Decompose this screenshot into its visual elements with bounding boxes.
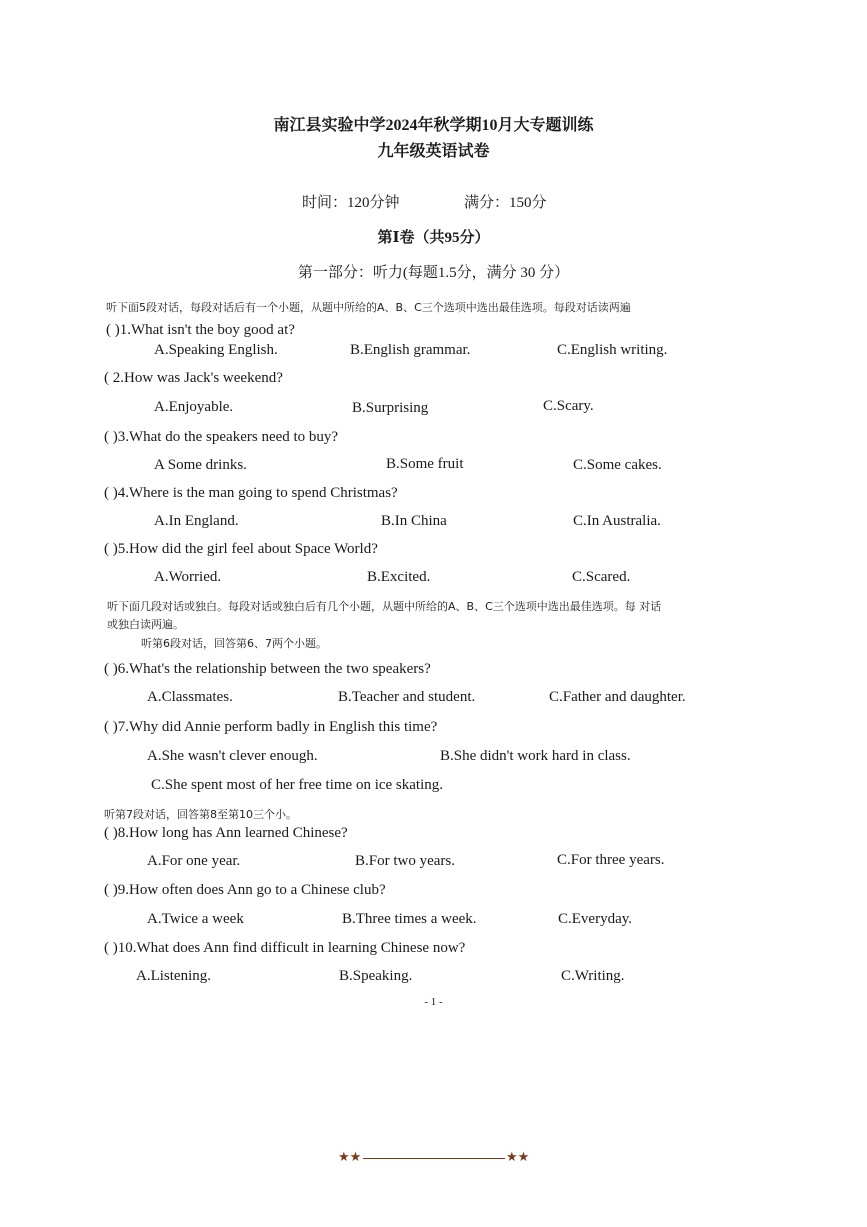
q9-option-b: B.Three times a week. xyxy=(342,911,477,927)
exam-title: 南江县实验中学2024年秋学期10月大专题训练 xyxy=(273,117,594,134)
question-3: ( )3.What do the speakers need to buy? xyxy=(104,429,339,445)
exam-time: 时间：120分钟 xyxy=(302,195,400,211)
question-1: ( )1.What isn't the boy good at? xyxy=(106,322,295,338)
q7-option-a: A.She wasn't clever enough. xyxy=(147,748,318,764)
instruction-dialog-7: 听第7段对话，回答第8至第10三个小。 xyxy=(104,808,297,821)
question-6: ( )6.What's the relationship between the two speakers? xyxy=(104,661,431,677)
question-7: ( )7.Why did Annie perform badly in English this time? xyxy=(104,719,438,735)
question-10: ( )10.What does Ann find difficult in learning Chinese now? xyxy=(104,940,466,956)
q1-option-b: B.English grammar. xyxy=(350,342,471,358)
q1-option-c: C.English writing. xyxy=(557,342,668,358)
q7-option-b: B.She didn't work hard in class. xyxy=(440,748,631,764)
q6-option-c: C.Father and daughter. xyxy=(549,689,686,705)
q6-option-b: B.Teacher and student. xyxy=(338,689,476,705)
question-5: ( )5.How did the girl feel about Space World? xyxy=(104,541,378,557)
q2-option-c: C.Scary. xyxy=(543,398,594,414)
q6-option-a: A.Classmates. xyxy=(147,689,233,705)
q4-option-a: A.In England. xyxy=(154,513,239,529)
q10-option-b: B.Speaking. xyxy=(339,968,413,984)
q8-option-c: C.For three years. xyxy=(557,852,665,868)
q3-option-a: A Some drinks. xyxy=(154,457,247,473)
question-2: ( 2.How was Jack's weekend? xyxy=(104,370,283,386)
q8-option-a: A.For one year. xyxy=(147,853,241,869)
footer-divider xyxy=(363,1158,505,1159)
instruction-section-2-line-2: 或独白读两遍。 xyxy=(107,618,184,631)
instruction-section-2-line-1: 听下面几段对话或独白。每段对话或独白后有几个小题，从题中所给的A、B、C三个选项中选出最佳选项。每 对话 xyxy=(107,600,662,613)
q3-option-c: C.Some cakes. xyxy=(573,457,662,473)
q3-option-b: B.Some fruit xyxy=(386,456,464,472)
q5-option-a: A.Worried. xyxy=(154,569,222,585)
q9-option-a: A.Twice a week xyxy=(147,911,244,927)
q10-option-c: C.Writing. xyxy=(561,968,625,984)
volume-heading: 第Ⅰ卷（共95分） xyxy=(377,230,490,246)
question-4: ( )4.Where is the man going to spend Christmas? xyxy=(104,485,398,501)
instruction-section-1: 听下面5段对话，每段对话后有一个小题，从题中所给的A、B、C三个选项中选出最佳选项。每段对话读两遍 xyxy=(106,301,631,314)
q5-option-c: C.Scared. xyxy=(572,569,631,585)
q5-option-b: B.Excited. xyxy=(367,569,431,585)
q10-option-a: A.Listening. xyxy=(136,968,211,984)
q7-option-c: C.She spent most of her free time on ice skating. xyxy=(151,777,444,793)
part-heading: 第一部分：听力(每题1.5分，满分 30 分） xyxy=(297,265,570,281)
exam-full-score: 满分：150分 xyxy=(464,195,547,211)
q2-option-a: A.Enjoyable. xyxy=(154,399,234,415)
q8-option-b: B.For two years. xyxy=(355,853,455,869)
question-9: ( )9.How often does Ann go to a Chinese club? xyxy=(104,882,386,898)
q2-option-b: B.Surprising xyxy=(352,400,429,416)
exam-subtitle: 九年级英语试卷 xyxy=(377,143,490,160)
question-8: ( )8.How long has Ann learned Chinese? xyxy=(104,825,348,841)
footer-star-icon-right: ★★ xyxy=(506,1150,530,1165)
q4-option-c: C.In Australia. xyxy=(573,513,661,529)
instruction-dialog-6: 听第6段对话，回答第6、7两个小题。 xyxy=(141,637,327,650)
page-number: - 1 - xyxy=(424,996,443,1008)
q9-option-c: C.Everyday. xyxy=(558,911,633,927)
q1-option-a: A.Speaking English. xyxy=(154,342,278,358)
footer-star-icon-left: ★★ xyxy=(338,1150,362,1165)
q4-option-b: B.In China xyxy=(381,513,447,529)
